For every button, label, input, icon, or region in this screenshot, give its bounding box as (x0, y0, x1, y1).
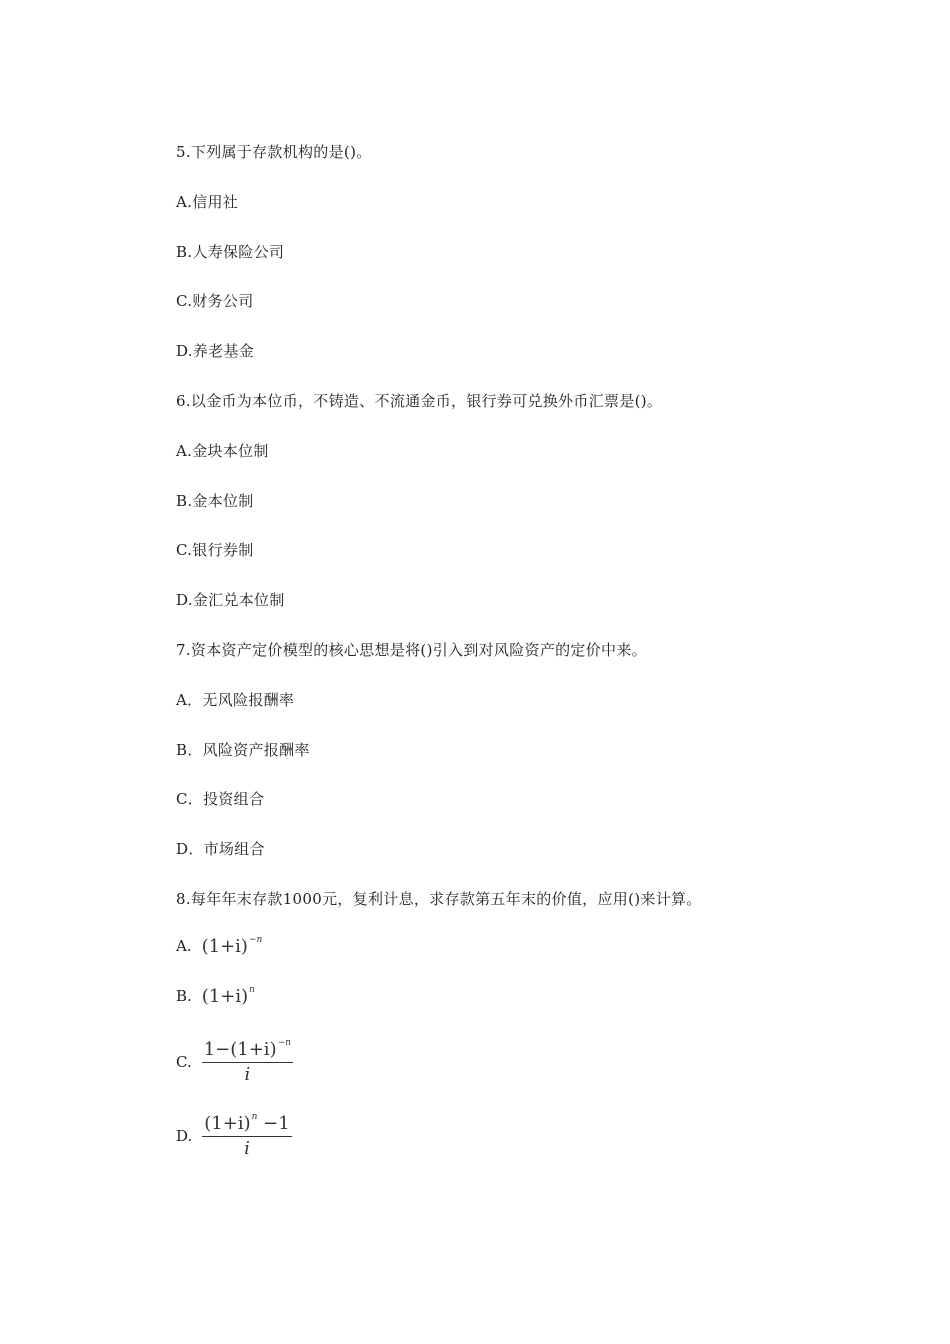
formula-c-numerator-text: 1−(1+i) (203, 1039, 277, 1060)
question-7-stem: 7.资本资产定价模型的核心思想是将()引入到对风险资产的定价中来。 (176, 641, 647, 659)
formula-d-fraction (202, 1112, 291, 1159)
formula-a-base: (1+i) (201, 936, 248, 957)
question-8-option-a (176, 935, 262, 957)
question-8-option-c (176, 1038, 293, 1085)
formula-c-exponent: −n (277, 1038, 291, 1048)
question-5-option-b: B.人寿保险公司 (176, 243, 285, 261)
option-label: D. (176, 1126, 193, 1145)
option-label: C. (176, 1052, 192, 1071)
option-label: A. (176, 937, 192, 955)
formula-c-numerator (202, 1038, 293, 1063)
formula-b (202, 985, 255, 1007)
question-8-option-d (176, 1112, 292, 1159)
formula-c-fraction (202, 1038, 293, 1085)
question-8-option-b (176, 985, 255, 1007)
question-6-stem: 6.以金币为本位币，不铸造、不流通金币，银行券可兑换外币汇票是()。 (176, 392, 663, 410)
formula-b-exponent: n (249, 985, 255, 995)
question-5-option-a: A.信用社 (176, 193, 239, 211)
formula-d-denominator: i (244, 1138, 250, 1159)
question-5-stem: 5.下列属于存款机构的是()。 (176, 143, 372, 161)
formula-b-base: (1+i) (201, 986, 249, 1007)
question-7-option-c: C．投资组合 (176, 790, 265, 808)
question-7-option-d: D．市场组合 (176, 840, 265, 858)
question-5-option-c: C.财务公司 (176, 292, 254, 310)
question-6-option-d: D.金汇兑本位制 (176, 591, 285, 609)
formula-d-numerator-base: (1+i) (204, 1113, 251, 1134)
question-7-option-a: A．无风险报酬率 (176, 691, 295, 709)
question-7-option-b: B．风险资产报酬率 (176, 741, 310, 759)
formula-a (202, 935, 263, 957)
formula-c-denominator: i (244, 1064, 251, 1085)
formula-d-numerator (202, 1112, 291, 1137)
formula-a-exponent: −n (248, 935, 263, 945)
formula-d-exponent: n (251, 1112, 258, 1122)
question-6-option-c: C.银行券制 (176, 541, 254, 559)
question-6-option-b: B.金本位制 (176, 492, 254, 510)
formula-d-numerator-tail: −1 (263, 1113, 290, 1134)
option-label: B. (176, 987, 192, 1005)
question-8-stem: 8.每年年末存款1000元，复利计息，求存款第五年末的价值，应用()来计算。 (176, 890, 702, 908)
question-5-option-d: D.养老基金 (176, 342, 255, 360)
question-6-option-a: A.金块本位制 (176, 442, 269, 460)
